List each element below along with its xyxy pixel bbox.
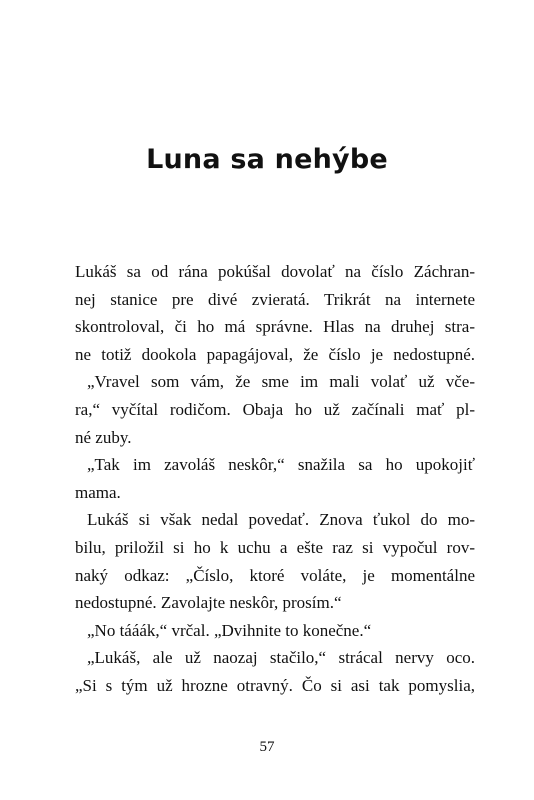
text-line: ra,“ vyčítal rodičom. Obaja ho už začínali mať pl- — [75, 399, 475, 419]
text-line: nedostupné. Zavolajte neskôr, prosím.“ — [75, 593, 342, 613]
text-line: „Tak im zavoláš neskôr,“ snažila sa ho upokojiť — [87, 455, 475, 475]
text-line: bilu, priložil si ho k uchu a ešte raz si vypočul rov- — [75, 537, 475, 557]
chapter-title: Luna sa nehýbe — [146, 144, 388, 175]
body-text — [75, 258, 475, 700]
text-line: „No tááák,“ vrčal. „Dvihnite to konečne.“ — [87, 620, 372, 640]
text-line: naký odkaz: „Číslo, ktoré voláte, je momentálne — [75, 565, 475, 585]
text-line: nej stanice pre divé zvieratá. Trikrát na internete — [75, 289, 475, 309]
text-line: „Si s tým už hrozne otravný. Čo si asi tak pomyslia, — [75, 675, 475, 695]
text-line: „Lukáš, ale už naozaj stačilo,“ strácal nervy oco. — [87, 648, 475, 668]
text-line: né zuby. — [75, 427, 132, 447]
page-number: 57 — [259, 739, 275, 755]
text-line: „Vravel som vám, že sme im mali volať už vče- — [87, 372, 475, 392]
text-line: skontroloval, či ho má správne. Hlas na druhej stra- — [75, 317, 475, 337]
text-line: ne totiž dookola papagájoval, že číslo je nedostupné. — [75, 344, 475, 364]
text-line: Lukáš sa od rána pokúšal dovolať na číslo Záchran- — [75, 262, 475, 281]
text-line: Lukáš si však nedal povedať. Znova ťukol do mo- — [87, 510, 475, 530]
text-line: mama. — [75, 482, 121, 502]
